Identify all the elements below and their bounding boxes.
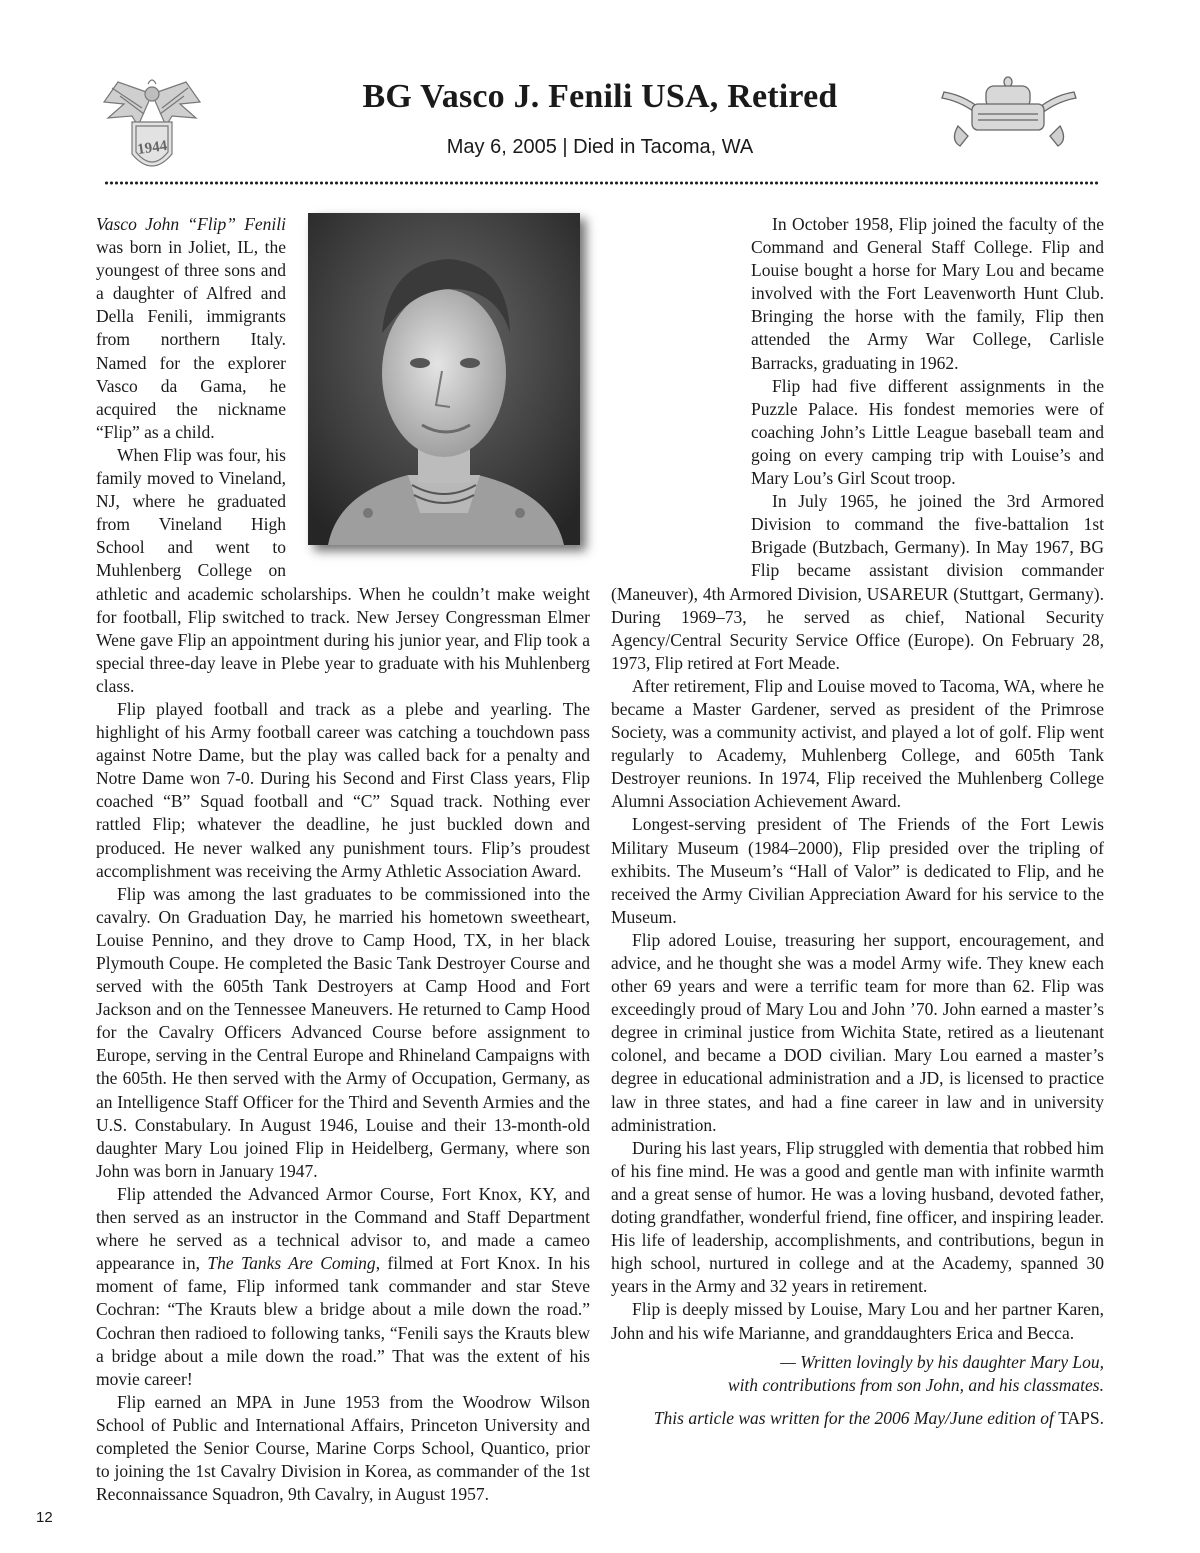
article-paragraph: Flip earned an MPA in June 1953 from the Woodrow Wilson School of Public and International Affairs, Princeton University and completed the Senior Course, Marine Corps School, Quantico, prior to joining the 1st Cavalry Division in Korea, as commander of the 1st Reconnaissance Squadron, 9th Cavalry, in August 1957. xyxy=(96,1391,590,1505)
article-paragraph: In July 1965, he joined the 3rd Armored Division to command the five-battalion 1st Brigade (Butzbach, Germany). In May 1967, BG Flip became assistant division commander (Maneuver), 4th Armored Division, USAREUR (Stuttgart, Germany). During 1969–73, he served as chief, National Security Agency/Central Security Service Office (Europe). On February 28, 1973, Flip retired at Fort Meade. xyxy=(611,491,1104,673)
class-crest-icon xyxy=(98,74,206,184)
page-number: 12 xyxy=(36,1509,53,1526)
article-paragraph: When Flip was four, his family moved to Vineland, NJ, where he graduated from Vineland High School and went to Muhlenberg College on athletic and academic scholarships. When he couldn’t make weight for football, Flip switched to track. New Jersey Congressman Elmer Wene gave Flip an appointment during his junior year, and Flip took a special three-day leave in Plebe year to graduate with his Muhlenberg class. xyxy=(96,444,590,696)
page-title: BG Vasco J. Fenili USA, Retired xyxy=(362,78,838,115)
article-paragraph: Flip adored Louise, treasuring her support, encouragement, and advice, and he thought she was a model Army wife. They knew each other 69 years and were a terrific team for more than 62. Flip was exceedingly proud of Mary Lou and John ’70. John earned a master’s degree in criminal justice from Wichita State, retired as a lieutenant colonel, and became a DOD civilian. Mary Lou earned a master’s degree in educational administration and a JD, is licensed to practice law in three states, and had a fine career in law and in university administration. xyxy=(611,929,1104,1135)
article-paragraph: Flip attended the Advanced Armor Course, Fort Knox, KY, and then served as an instructor in the Command and Staff Department where he served as a technical advisor to, and made a cameo appearance in, The Tanks Are Coming, filmed at Fort Knox. In his moment of fame, Flip informed tank commander and star Steve Cochran: “The Krauts blew a bridge about a mile down the road.” Cochran then radioed to following tanks, “Fenili says the Krauts blew a bridge about a mile down the road.” That was the extent of his movie career! xyxy=(96,1183,590,1389)
lead-name: Vasco John “Flip” Fenili xyxy=(96,214,286,234)
article-column-left xyxy=(96,213,590,1506)
article-paragraph: Flip played football and track as a plebe and yearling. The highlight of his Army football career was catching a touchdown pass against Notre Dame, but the play was called back for a penalty and Notre Dame won 7-0. During his Second and First Class years, Flip coached “B” Squad football and “C” Squad track. Nothing ever rattled Flip; whatever the deadline, he just buckled down and produced. He never walked any punishment tours. Flip’s proudest accomplishment was receiving the Army Athletic Association Award. xyxy=(96,698,590,881)
article-paragraph: Flip had five different assignments in the Puzzle Palace. His fondest memories were of coaching John’s Little League baseball team and going on every camping trip with Louise’s and Mary Lou’s Girl Scout troop. xyxy=(751,375,1104,489)
portrait-photo-icon xyxy=(308,213,580,545)
article-paragraph: After retirement, Flip and Louise moved to Tacoma, WA, where he became a Master Gardener, served as president of the Primrose Society, was a community activist, and played a lot of golf. Flip went regularly to Academy, Muhlenberg College, and 605th Tank Destroyer reunions. In 1974, Flip received the Muhlenberg College Alumni Association Achievement Award. xyxy=(611,675,1104,812)
page-subtitle: May 6, 2005 | Died in Tacoma, WA xyxy=(446,136,754,158)
article-paragraph: Flip was among the last graduates to be commissioned into the cavalry. On Graduation Day, he married his hometown sweetheart, Louise Pennino, and they drove to Camp Hood, TX, in her black Plymouth Coupe. He completed the Basic Tank Destroyer Course and served with the 605th Tank Destroyers at Camp Hood and Fort Jackson and on the Tennessee Maneuvers. He returned to Camp Hood for the Cavalry Officers Advanced Course before assignment to Europe, serving in the Central Europe and Rhineland Campaigns with the 605th. He then served with the Army of Occupation, Germany, as an Intelligence Staff Officer for the Third and Seventh Armies and the U.S. Constabulary. In August 1946, Louise and their 13-month-old daughter Mary Lou joined Flip in Heidelberg, Germany, where son John was born in January 1947. xyxy=(96,883,590,1181)
dotted-divider xyxy=(104,180,1098,190)
article-paragraph: During his last years, Flip struggled with dementia that robbed him of his fine mind. He was a good and gentle man with infinite warmth and a great sense of humor. He was a loving husband, devoted father, doting grandfather, wonderful friend, fine officer, and inspiring leader. His life of leadership, accomplishments, and contributions, begun in high school, nurtured in college and at the Academy, spanned 30 years in the Army and 32 years in retirement. xyxy=(611,1137,1104,1297)
crest-year: 1944 xyxy=(136,137,169,158)
article-paragraph: In October 1958, Flip joined the faculty of the Command and General Staff College. Flip and Louise bought a horse for Mary Lou and became involved with the Fort Leavenworth Hunt Club. Bringing the horse with the family, Flip then attended the Army War College, Carlisle Barracks, graduating in 1962. xyxy=(751,214,1104,373)
signature-line-1: — Written lovingly by his daughter Mary Lou, xyxy=(780,1351,1104,1372)
portrait-frame xyxy=(300,213,590,569)
publication-note: This article was written for the 2006 May/June edition of TAPS. xyxy=(653,1407,1104,1428)
signature-line-2: with contributions from son John, and his classmates. xyxy=(727,1374,1104,1395)
article-column-right xyxy=(611,213,1104,1430)
armor-insignia-icon xyxy=(938,70,1080,152)
article-paragraph: Flip is deeply missed by Louise, Mary Lou and her partner Karen, John and his wife Marianne, and granddaughters Erica and Becca. xyxy=(611,1299,1104,1343)
film-title: The Tanks Are Coming xyxy=(207,1253,376,1274)
article-paragraph: Longest-serving president of The Friends of the Fort Lewis Military Museum (1984–2000), Flip presided over the tripling of exhibits. The Museum’s “Hall of Valor” is dedicated to Flip, and he received the Army Civilian Appreciation Award for his service to the Museum. xyxy=(611,814,1104,927)
article-paragraph: Vasco John “Flip” Fenili was born in Joliet, IL, the youngest of three sons and a daughter of Alfred and Della Fenili, immigrants from northern Italy. Named for the explorer Vasco da Gama, he acquired the nickname “Flip” as a child. xyxy=(96,214,286,442)
